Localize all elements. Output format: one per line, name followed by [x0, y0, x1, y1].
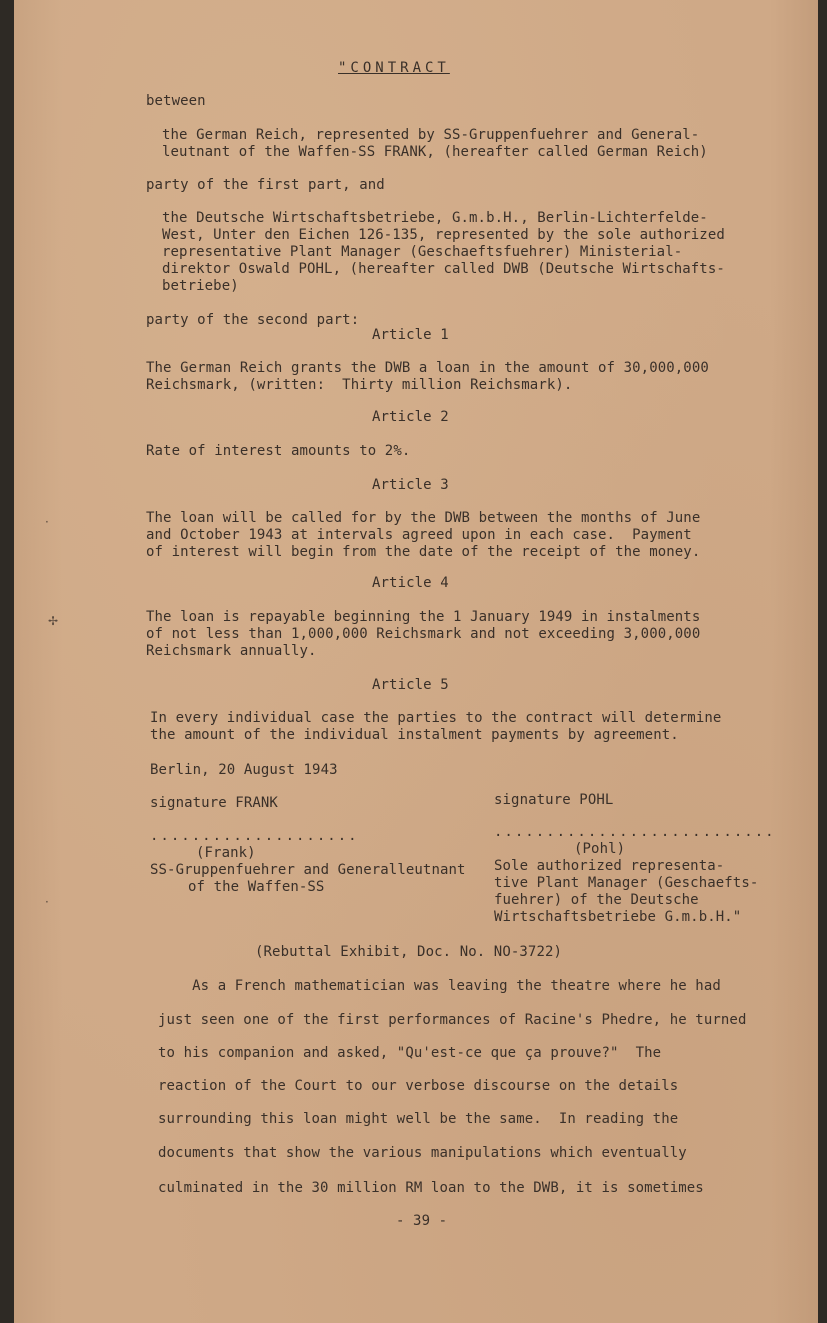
signature-left-label: signature FRANK: [150, 795, 278, 811]
article-3-line-3: of interest will begin from the date of the receipt of the money.: [146, 544, 701, 560]
article-3-line-2: and October 1943 at intervals agreed upon in each case. Payment: [146, 527, 692, 543]
article-5-line-2: the amount of the individual instalment payments by agreement.: [150, 727, 679, 743]
party2-line-1: the Deutsche Wirtschaftsbetriebe, G.m.b.H., Berlin-Lichterfelde-: [162, 210, 708, 226]
party1-line-1: the German Reich, represented by SS-Gruppenfuehrer and General-: [162, 127, 700, 143]
commentary-line-2: just seen one of the first performances of Racine's Phedre, he turned: [158, 1012, 747, 1028]
signature-right-title-3: fuehrer) of the Deutsche: [494, 892, 699, 908]
commentary-line-4: reaction of the Court to our verbose discourse on the details: [158, 1078, 679, 1094]
party2-line-3: representative Plant Manager (Geschaeftsfuehrer) Ministerial-: [162, 244, 683, 260]
commentary-line-7: culminated in the 30 million RM loan to the DWB, it is sometimes: [158, 1180, 704, 1196]
article-3-line-1: The loan will be called for by the DWB between the months of June: [146, 510, 701, 526]
signature-right-dots: ...........................: [494, 824, 776, 840]
article-3-heading: Article 3: [372, 477, 449, 493]
signature-right-title-4: Wirtschaftsbetriebe G.m.b.H.": [494, 909, 742, 925]
margin-tick-mark-lower: ·: [45, 895, 49, 909]
commentary-line-1: As a French mathematician was leaving the theatre where he had: [158, 978, 721, 994]
article-2-line-1: Rate of interest amounts to 2%.: [146, 443, 411, 459]
article-2-heading: Article 2: [372, 409, 449, 425]
party2-tail: party of the second part:: [146, 312, 360, 328]
article-4-line-2: of not less than 1,000,000 Reichsmark and not exceeding 3,000,000: [146, 626, 701, 642]
between-label: between: [146, 93, 206, 109]
party1-line-2: leutnant of the Waffen-SS FRANK, (hereafter called German Reich): [162, 144, 708, 160]
signature-right-label: signature POHL: [494, 792, 614, 808]
exhibit-reference: (Rebuttal Exhibit, Doc. No. NO-3722): [255, 944, 563, 960]
document-title: "CONTRACT: [338, 60, 450, 76]
article-1-line-1: The German Reich grants the DWB a loan in the amount of 30,000,000: [146, 360, 709, 376]
article-4-line-1: The loan is repayable beginning the 1 January 1949 in instalments: [146, 609, 701, 625]
signature-left-title-2: of the Waffen-SS: [188, 879, 325, 895]
article-1-line-2: Reichsmark, (written: Thirty million Reichsmark).: [146, 377, 573, 393]
party2-line-2: West, Unter den Eichen 126-135, represented by the sole authorized: [162, 227, 725, 243]
signature-left-title-1: SS-Gruppenfuehrer and Generalleutnant: [150, 862, 466, 878]
signature-left-name: (Frank): [196, 845, 256, 861]
commentary-line-6: documents that show the various manipulations which eventually: [158, 1145, 687, 1161]
article-5-heading: Article 5: [372, 677, 449, 693]
article-4-line-3: Reichsmark annually.: [146, 643, 317, 659]
party2-line-5: betriebe): [162, 278, 239, 294]
party2-line-4: direktor Oswald POHL, (hereafter called DWB (Deutsche Wirtschafts-: [162, 261, 725, 277]
commentary-line-5: surrounding this loan might well be the same. In reading the: [158, 1111, 679, 1127]
article-4-heading: Article 4: [372, 575, 449, 591]
party1-tail: party of the first part, and: [146, 177, 385, 193]
article-5-line-1: In every individual case the parties to the contract will determine: [150, 710, 722, 726]
signature-right-title-2: tive Plant Manager (Geschaefts-: [494, 875, 759, 891]
page-number: - 39 -: [396, 1213, 448, 1229]
margin-tick-mark: ·: [45, 515, 49, 529]
place-date: Berlin, 20 August 1943: [150, 762, 338, 778]
signature-left-dots: ....................: [150, 828, 359, 844]
commentary-line-3: to his companion and asked, "Qu'est-ce que ça prouve?" The: [158, 1045, 662, 1061]
article-1-heading: Article 1: [372, 327, 449, 343]
margin-arrow-mark: ✢: [48, 614, 59, 628]
signature-right-title-1: Sole authorized representa-: [494, 858, 725, 874]
signature-right-name: (Pohl): [574, 841, 626, 857]
